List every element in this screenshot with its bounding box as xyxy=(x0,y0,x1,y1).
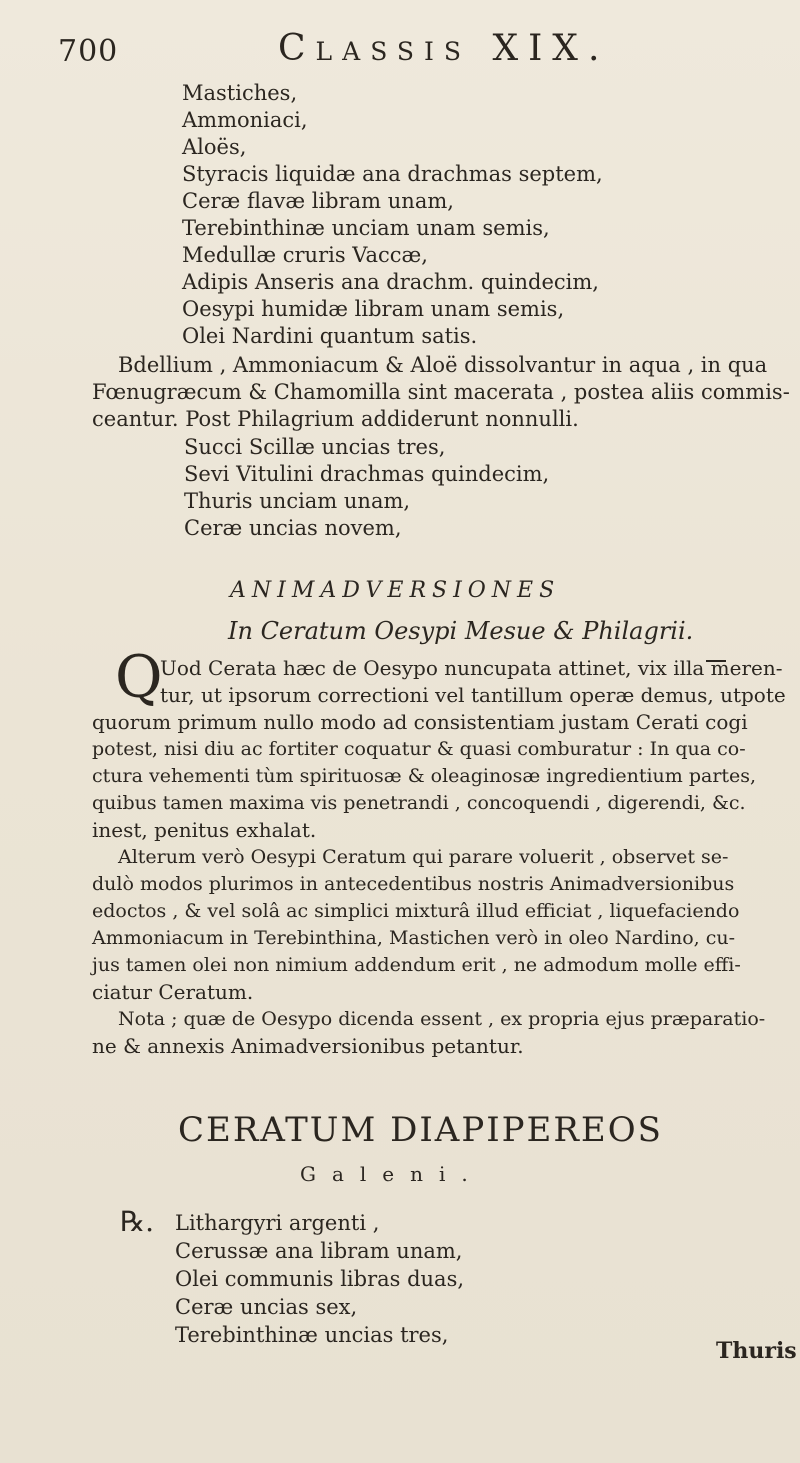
body-line: ciatur Ceratum. xyxy=(92,980,254,1004)
body-line: potest, nisi diu ac fortiter coquatur & quasi comburatur : In qua co- xyxy=(92,738,746,760)
body-line: jus tamen olei non nimium addendum erit , ne admodum molle effi- xyxy=(92,954,741,976)
body-line: Uod Cerata hæc de Oesypo nuncupata attinet, vix illa meren- xyxy=(160,656,783,680)
paragraph-line: ceantur. Post Philagrium addiderunt nonnulli. xyxy=(92,407,579,431)
body-line: ne & annexis Animadversionibus petantur. xyxy=(92,1034,524,1058)
ingredient-line: Ceræ uncias sex, xyxy=(175,1295,358,1319)
body-line: Nota ; quæ de Oesypo dicenda essent , ex propria ejus præparatio- xyxy=(118,1008,766,1030)
body-line: edoctos , & vel solâ ac simplici mixturâ illud efficiat , liquefaciendo xyxy=(92,900,740,922)
ingredient-line: Adipis Anseris ana drachm. quindecim, xyxy=(182,270,599,294)
paragraph-line: Fœnugræcum & Chamomilla sint macerata , postea aliis commis- xyxy=(92,380,790,404)
ingredient-line: Lithargyri argenti , xyxy=(175,1211,380,1235)
ingredient-line: Olei communis libras duas, xyxy=(175,1267,465,1291)
ingredient-line: Ammoniaci, xyxy=(182,108,308,132)
ingredient-line: Ceræ uncias novem, xyxy=(184,516,402,540)
ingredient-line: Succi Scillæ uncias tres, xyxy=(184,435,446,459)
recipe-symbol: ℞. xyxy=(120,1205,155,1238)
ingredient-line: Terebinthinæ uncias tres, xyxy=(175,1323,449,1347)
body-line: ctura vehementi tùm spirituosæ & oleaginosæ ingredientium partes, xyxy=(92,765,757,787)
ingredient-line: Cerussæ ana libram unam, xyxy=(175,1239,463,1263)
body-line: Ammoniacum in Terebinthina, Mastichen verò in oleo Nardino, cu- xyxy=(92,927,736,949)
running-head: Classis XIX. xyxy=(278,28,610,69)
ingredient-line: Medullæ cruris Vaccæ, xyxy=(182,243,428,267)
ingredient-line: Sevi Vitulini drachmas quindecim, xyxy=(184,462,550,486)
body-line: Alterum verò Oesypi Ceratum qui parare voluerit , observet se- xyxy=(118,846,729,868)
ingredient-line: Styracis liquidæ ana drachmas septem, xyxy=(182,162,603,186)
page-header xyxy=(58,28,730,68)
body-line: tur, ut ipsorum correctioni vel tantillum operæ demus, utpote xyxy=(160,683,786,707)
drop-cap: Q xyxy=(115,643,163,711)
ingredient-line: Mastiches, xyxy=(182,81,298,105)
recipe-title: CERATUM DIAPIPEREOS xyxy=(178,1110,663,1150)
catchword: Thuris xyxy=(716,1338,797,1364)
paragraph-line: Bdellium , Ammoniacum & Aloë dissolvantur in aqua , in qua xyxy=(118,353,768,377)
ingredient-line: Aloës, xyxy=(182,135,247,159)
recipe-author: Galeni. xyxy=(300,1162,484,1186)
body-line: quibus tamen maxima vis penetrandi , concoquendi , digerendi, &c. xyxy=(92,792,746,814)
ingredient-line: Oesypi humidæ libram unam semis, xyxy=(182,297,565,321)
ingredient-line: Olei Nardini quantum satis. xyxy=(182,324,478,348)
section-title: ANIMADVERSIONES xyxy=(230,578,561,603)
ingredient-line: Ceræ flavæ libram unam, xyxy=(182,189,454,213)
page-number: 700 xyxy=(58,34,119,69)
ingredient-line: Thuris unciam unam, xyxy=(184,489,411,513)
ingredient-line: Terebinthinæ unciam unam semis, xyxy=(182,216,550,240)
body-line: quorum primum nullo modo ad consistentiam justam Cerati cogi xyxy=(92,710,748,734)
body-line: inest, penitus exhalat. xyxy=(92,818,317,842)
section-subtitle: In Ceratum Oesypi Mesue & Philagrii. xyxy=(228,617,694,645)
body-line: dulò modos plurimos in antecedentibus nostris Animadversionibus xyxy=(92,873,735,895)
